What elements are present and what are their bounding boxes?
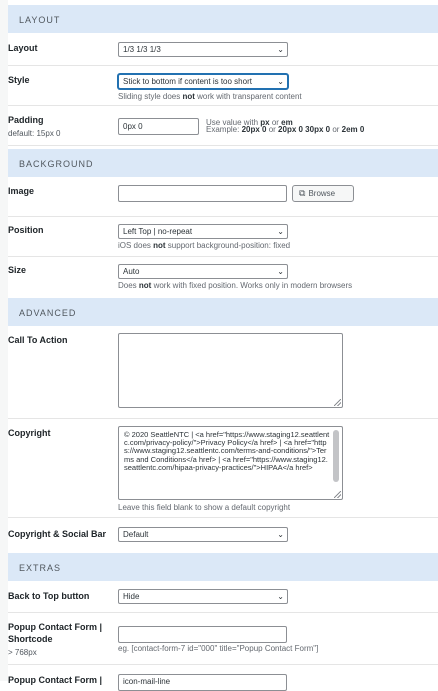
back-to-top-label: Back to Top button <box>8 591 90 601</box>
image-label: Image <box>8 186 35 196</box>
copyright-social-row <box>8 518 438 552</box>
copyright-value: © 2020 SeattleNTC | <a href="https://www.staging12.seattlentc.com/privacy-policy/">Privacy Policy</a href> | <a href="https://www.staging12.seattlentc.com/terms-and-conditions/">Terms and Conditions</a href> | <a href="https://www.staging12.seattlentc.com/hipaa-privacy-practices/">HIPAA</a href> <box>124 430 330 472</box>
layout-select-value: 1/3 1/3 1/3 <box>123 45 161 54</box>
style-select-value: Stick to bottom if content is too short <box>123 77 252 86</box>
style-description <box>118 92 302 101</box>
copyright-textarea[interactable] <box>118 426 343 500</box>
call-to-action-row <box>8 326 438 419</box>
popup-contact-icon-row <box>8 665 438 686</box>
desc-text: or <box>266 125 279 134</box>
desc-text: Example: <box>206 125 242 134</box>
padding-input[interactable]: 0px 0 <box>118 118 199 135</box>
chevron-down-icon: ⌄ <box>277 227 284 236</box>
copyright-label: Copyright <box>8 428 51 438</box>
copyright-description: Leave this field blank to show a default copyright <box>118 503 291 512</box>
desc-bold: not <box>182 92 195 101</box>
section-title: BACKGROUND <box>19 159 94 169</box>
resize-handle-icon[interactable] <box>334 399 341 406</box>
desc-text: work with transparent content <box>194 92 302 101</box>
copyright-social-label: Copyright & Social Bar <box>8 529 107 539</box>
left-strip <box>0 0 8 681</box>
popup-contact-label: Popup Contact Form | Shortcode <box>8 622 103 644</box>
desc-bold: 2em 0 <box>341 125 365 134</box>
image-row <box>8 177 438 217</box>
desc-bold: 20px 0 30px 0 <box>278 125 331 134</box>
chevron-down-icon: ⌄ <box>277 77 284 86</box>
desc-bold: 20px 0 <box>241 125 267 134</box>
position-description <box>118 241 290 250</box>
section-header-layout <box>8 5 438 33</box>
call-to-action-label: Call To Action <box>8 335 68 345</box>
browse-label: Browse <box>308 189 336 198</box>
back-to-top-row <box>8 581 438 613</box>
desc-text: support background-position: fixed <box>165 241 291 250</box>
size-select-value: Auto <box>123 267 140 276</box>
style-label: Style <box>8 75 30 85</box>
padding-row <box>8 106 438 146</box>
desc-bold: not <box>138 281 152 290</box>
copyright-social-value: Default <box>123 530 149 539</box>
size-label: Size <box>8 265 27 275</box>
section-header-extras <box>8 553 438 581</box>
desc-text: Use value with <box>206 118 261 127</box>
section-title: EXTRAS <box>19 563 62 573</box>
chevron-down-icon: ⌄ <box>277 592 284 601</box>
popup-contact-input[interactable] <box>118 626 287 643</box>
desc-text: Does <box>118 281 139 290</box>
desc-text: iOS does <box>118 241 154 250</box>
browse-button[interactable] <box>292 185 354 202</box>
desc-text: work with fixed position. Works only in modern browsers <box>151 281 353 290</box>
section-title: LAYOUT <box>19 15 61 25</box>
position-select[interactable] <box>118 224 288 239</box>
image-url-input[interactable] <box>118 185 287 202</box>
position-select-value: Left Top | no-repeat <box>123 227 193 236</box>
popup-contact-description: eg. [contact-form-7 id="000" title="Popup Contact Form"] <box>118 644 319 653</box>
call-to-action-textarea[interactable] <box>118 333 343 408</box>
layout-select[interactable] <box>118 42 288 57</box>
popup-contact-icon-label: Popup Contact Form | <box>8 675 103 685</box>
layout-label: Layout <box>8 43 38 53</box>
style-row <box>8 66 438 106</box>
chevron-down-icon: ⌄ <box>277 45 284 54</box>
popup-contact-row <box>8 613 438 665</box>
chevron-down-icon: ⌄ <box>277 530 284 539</box>
desc-text: or <box>269 118 282 127</box>
size-row <box>8 257 438 297</box>
section-header-advanced <box>8 298 438 326</box>
section-header-background <box>8 149 438 177</box>
desc-bold: px <box>260 118 270 127</box>
section-title: ADVANCED <box>19 308 77 318</box>
desc-bold: em <box>281 118 293 127</box>
position-label: Position <box>8 225 44 235</box>
desc-text: or <box>330 125 342 134</box>
layout-row <box>8 33 438 66</box>
desc-bold: not <box>153 241 166 250</box>
back-to-top-select[interactable] <box>118 589 288 604</box>
desc-text: Sliding style does <box>118 92 183 101</box>
padding-desc-2 <box>206 125 364 134</box>
copyright-row <box>8 419 438 518</box>
size-select[interactable] <box>118 264 288 279</box>
popup-contact-sublabel: > 768px <box>8 648 37 657</box>
padding-label: Padding <box>8 115 44 125</box>
back-to-top-value: Hide <box>123 592 140 601</box>
chevron-down-icon: ⌄ <box>277 267 284 276</box>
link-icon: ⧉ <box>299 188 306 198</box>
position-row <box>8 217 438 257</box>
size-description <box>118 281 352 290</box>
resize-handle-icon[interactable] <box>334 491 341 498</box>
popup-contact-icon-input[interactable]: icon-mail-line <box>118 674 287 691</box>
copyright-social-select[interactable] <box>118 527 288 542</box>
style-select[interactable] <box>118 74 288 89</box>
textarea-scrollbar[interactable] <box>333 430 339 482</box>
padding-default: default: 15px 0 <box>8 129 61 138</box>
